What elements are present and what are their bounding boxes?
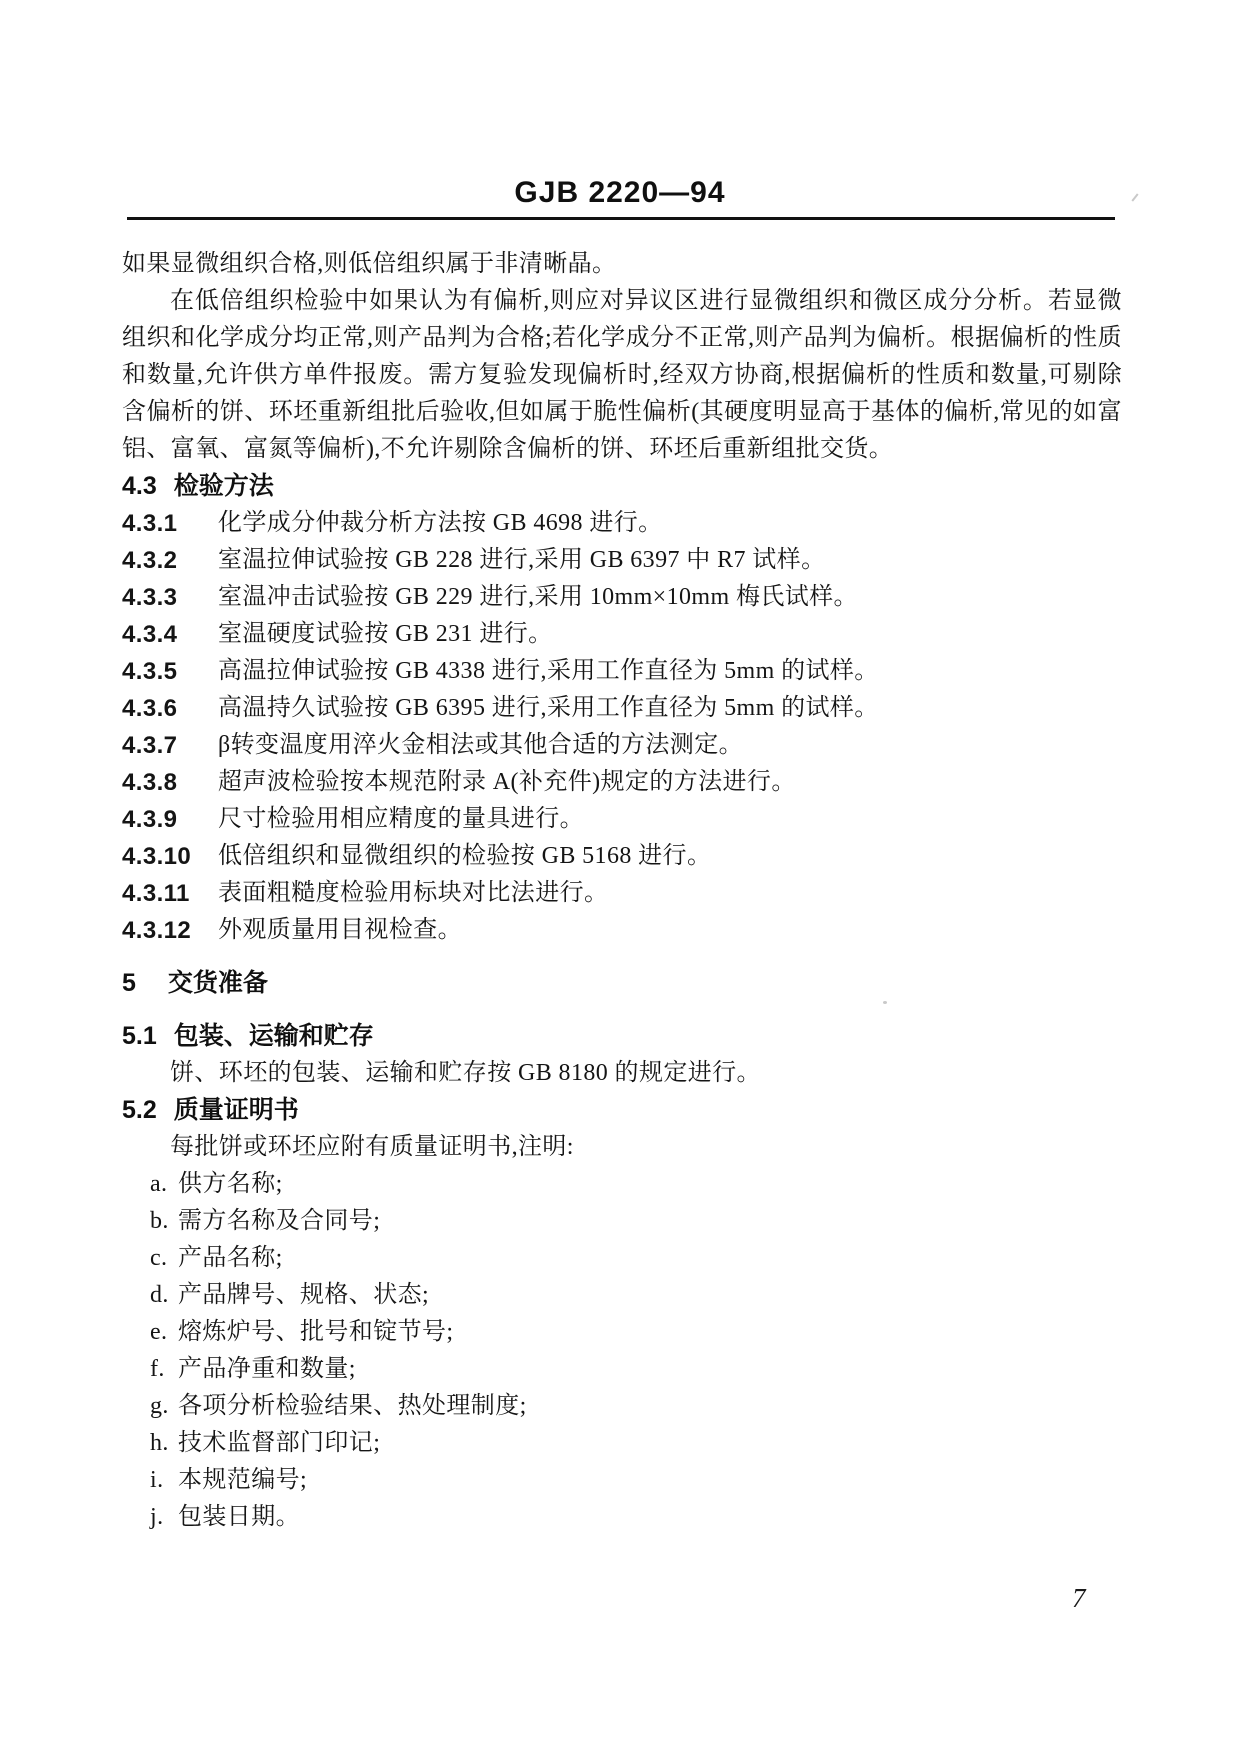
clause-number: 4.3.5 [122, 658, 178, 685]
cert-item-a [122, 1166, 1122, 1203]
cert-item-label: c. [150, 1245, 168, 1271]
section-5-title: 交货准备 [167, 969, 268, 997]
section-4-3-number: 4.3 [122, 472, 157, 500]
page-number: 7 [1072, 1583, 1086, 1613]
clause-number: 4.3.8 [122, 769, 178, 796]
cert-item-label: d. [150, 1282, 169, 1308]
section-5-1-title: 包装、运输和贮存 [173, 1022, 374, 1050]
clause-number: 4.3.1 [122, 510, 178, 537]
section-5-2-heading [122, 1092, 1122, 1129]
clause-text: 低倍组织和显微组织的检验按 GB 5168 进行。 [218, 843, 712, 869]
section-4-3-heading [122, 468, 1122, 505]
clause-text: 外观质量用目视检查。 [218, 917, 462, 943]
clause-text: 化学成分仲裁分析方法按 GB 4698 进行。 [218, 510, 663, 536]
clause-number: 4.3.9 [122, 806, 178, 833]
section-5-2-number: 5.2 [122, 1096, 157, 1124]
clause-4-3-7 [122, 727, 1122, 764]
clause-4-3-12 [122, 912, 1122, 949]
clause-4-3-6 [122, 690, 1122, 727]
page-content [122, 246, 1122, 1536]
cert-item-label: b. [150, 1208, 169, 1234]
cert-item-text: 本规范编号; [178, 1467, 308, 1493]
clause-number: 4.3.3 [122, 584, 178, 611]
clause-number: 4.3.10 [122, 843, 192, 870]
cert-item-text: 需方名称及合同号; [178, 1208, 381, 1234]
clause-text: 室温冲击试验按 GB 229 进行,采用 10mm×10mm 梅氏试样。 [218, 584, 858, 610]
clause-number: 4.3.2 [122, 547, 178, 574]
clause-4-3-10 [122, 838, 1122, 875]
clause-number: 4.3.4 [122, 621, 178, 648]
scan-artifact [883, 1001, 887, 1004]
cert-item-label: a. [150, 1171, 168, 1197]
paragraph-segregation: 在低倍组织检验中如果认为有偏析,则应对异议区进行显微组织和微区成分分析。若显微组织和化学成分均正常,则产品判为合格;若化学成分不正常,则产品判为偏析。根据偏析的性质和数量,允许供方单件报废。需方复验发现偏析时,经双方协商,根据偏析的性质和数量,可剔除含偏析的饼、环坯重新组批后验收,但如属于脆性偏析(其硬度明显高于基体的偏析,常见的如富铝、富氧、富氮等偏析),不允许剔除含偏析的饼、环坯后重新组批交货。 [122, 288, 1122, 462]
clause-4-3-8 [122, 764, 1122, 801]
cert-item-text: 供方名称; [178, 1171, 283, 1197]
doc-number-header: GJB 2220—94 [514, 176, 726, 209]
cert-item-text: 包装日期。 [178, 1504, 300, 1530]
section-4-3-title: 检验方法 [173, 472, 274, 500]
certificate-item-list [122, 1166, 1122, 1536]
cert-item-text: 产品名称; [178, 1245, 283, 1271]
clause-number: 4.3.12 [122, 917, 192, 944]
cert-item-f [122, 1351, 1122, 1388]
clause-text: 室温拉伸试验按 GB 228 进行,采用 GB 6397 中 R7 试样。 [218, 547, 826, 573]
cert-item-j [122, 1499, 1122, 1536]
clause-4-3-4 [122, 616, 1122, 653]
clause-number: 4.3.7 [122, 732, 178, 759]
cert-item-g [122, 1388, 1122, 1425]
cert-item-text: 产品净重和数量; [178, 1356, 356, 1382]
cert-item-text: 各项分析检验结果、热处理制度; [178, 1393, 527, 1419]
clause-4-3-11 [122, 875, 1122, 912]
cert-item-label: f. [150, 1356, 165, 1382]
section-5-1-number: 5.1 [122, 1022, 157, 1050]
clause-4-3-9 [122, 801, 1122, 838]
cert-item-label: g. [150, 1393, 169, 1419]
clause-number: 4.3.6 [122, 695, 178, 722]
clause-4-3-1 [122, 505, 1122, 542]
cert-item-label: i. [150, 1467, 164, 1493]
cert-item-label: h. [150, 1430, 169, 1456]
cert-item-label: j. [150, 1504, 164, 1530]
clause-text: 尺寸检验用相应精度的量具进行。 [218, 806, 584, 832]
cert-item-d [122, 1277, 1122, 1314]
clause-text: 高温持久试验按 GB 6395 进行,采用工作直径为 5mm 的试样。 [218, 695, 879, 721]
clause-text: 表面粗糙度检验用标块对比法进行。 [218, 880, 609, 906]
clause-number: 4.3.11 [122, 880, 190, 907]
section-5-1-heading [122, 1018, 1122, 1055]
cert-item-b [122, 1203, 1122, 1240]
section-5-2-intro: 每批饼或环坯应附有质量证明书,注明: [170, 1134, 574, 1160]
cert-item-e [122, 1314, 1122, 1351]
clause-4-3-5 [122, 653, 1122, 690]
cert-item-text: 产品牌号、规格、状态; [178, 1282, 430, 1308]
section-5-heading [122, 965, 1122, 1002]
cert-item-i [122, 1462, 1122, 1499]
cert-item-h [122, 1425, 1122, 1462]
paragraph-carryover: 如果显微组织合格,则低倍组织属于非清晰晶。 [122, 251, 617, 277]
clause-4-3-2 [122, 542, 1122, 579]
cert-item-label: e. [150, 1319, 168, 1345]
cert-item-c [122, 1240, 1122, 1277]
clause-text: 超声波检验按本规范附录 A(补充件)规定的方法进行。 [218, 769, 796, 795]
cert-item-text: 技术监督部门印记; [178, 1430, 381, 1456]
section-5-1-body: 饼、环坯的包装、运输和贮存按 GB 8180 的规定进行。 [170, 1060, 761, 1086]
section-5-2-title: 质量证明书 [173, 1096, 299, 1124]
clause-text: 室温硬度试验按 GB 231 进行。 [218, 621, 553, 647]
clause-4-3-3 [122, 579, 1122, 616]
clause-text: β转变温度用淬火金相法或其他合适的方法测定。 [218, 732, 744, 758]
header-rule [127, 217, 1115, 220]
cert-item-text: 熔炼炉号、批号和锭节号; [178, 1319, 454, 1345]
clause-text: 高温拉伸试验按 GB 4338 进行,采用工作直径为 5mm 的试样。 [218, 658, 879, 684]
section-5-number: 5 [122, 969, 136, 997]
